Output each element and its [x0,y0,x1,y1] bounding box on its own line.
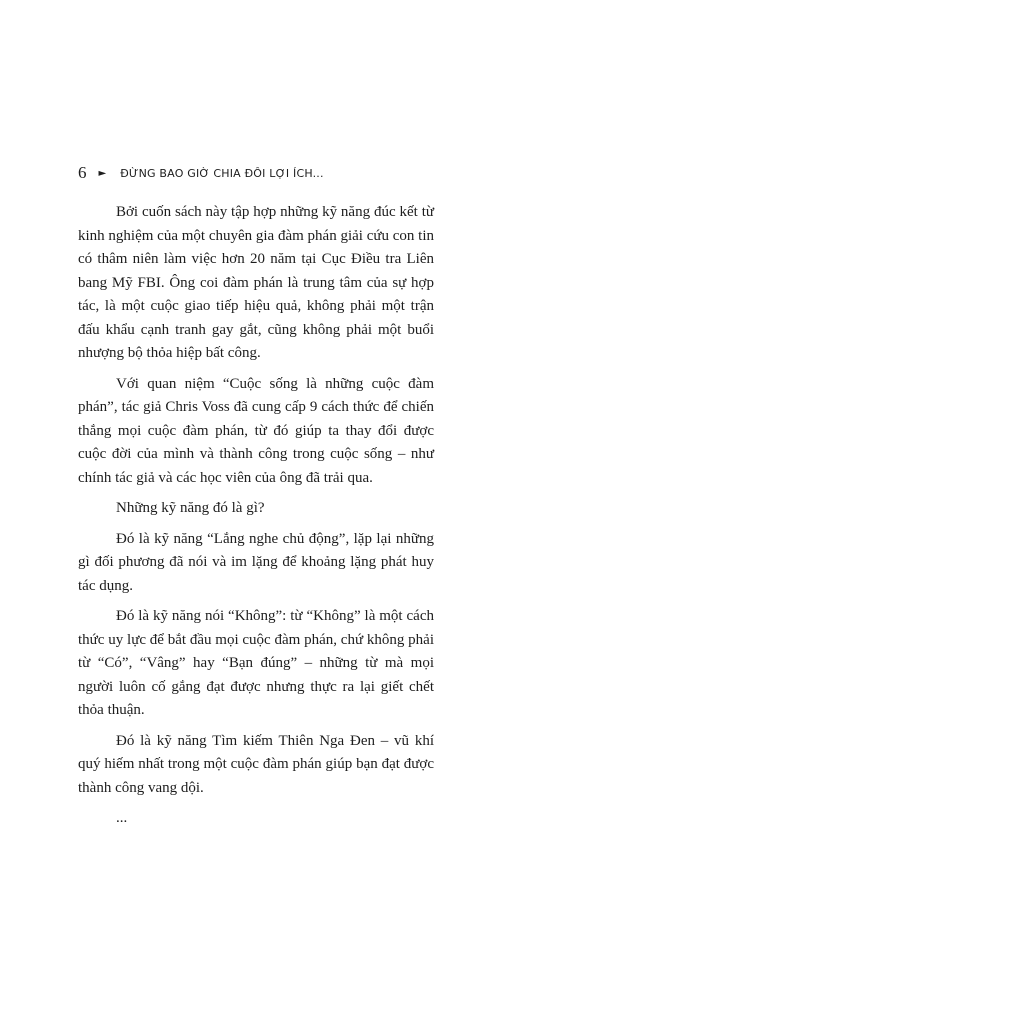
paragraph: Đó là kỹ năng nói “Không”: từ “Không” là một cách thức uy lực để bắt đầu mọi cuộc đàm phán, chứ không phải từ “Có”, “Vâng” hay “Bạn đúng” – những từ mà mọi người luôn cố gắng đạt được nhưng thực ra lại giết chết thỏa thuận. [78,608,434,718]
paragraph: Bởi cuốn sách này tập hợp những kỹ năng đúc kết từ kinh nghiệm của một chuyên gia đàm phán giải cứu con tin có thâm niên làm việc hơn 20 năm tại Cục Điều tra Liên bang Mỹ FBI. Ông coi đàm phán là trung tâm của sự hợp tác, là một cuộc giao tiếp hiệu quả, không phải một trận đấu khẩu cạnh tranh gay gắt, cũng không phải một buổi nhượng bộ thỏa hiệp bất công. [78,204,434,361]
page-number: 6 [78,163,87,182]
running-title: ĐỪNG BAO GIỜ CHIA ĐÔI LỢI ÍCH... [120,166,324,180]
paragraph: Đó là kỹ năng “Lắng nghe chủ động”, lặp lại những gì đối phương đã nói và im lặng để khoảng lặng phát huy tác dụng. [78,530,434,594]
ellipsis-paragraph: ... [116,810,128,826]
body-text [78,201,434,838]
running-header [78,163,324,183]
paragraph: Những kỹ năng đó là gì? [116,500,265,516]
triangle-arrow-icon: ► [98,167,107,179]
paragraph: Với quan niệm “Cuộc sống là những cuộc đàm phán”, tác giả Chris Voss đã cung cấp 9 cách thức để chiến thắng mọi cuộc đàm phán, từ đó giúp ta thay đổi được cuộc đời của mình và thành công trong cuộc sống – như chính tác giả và các học viên của ông đã trải qua. [78,375,434,486]
paragraph: Đó là kỹ năng Tìm kiếm Thiên Nga Đen – vũ khí quý hiếm nhất trong một cuộc đàm phán giúp bạn đạt được thành công vang dội. [78,732,434,796]
